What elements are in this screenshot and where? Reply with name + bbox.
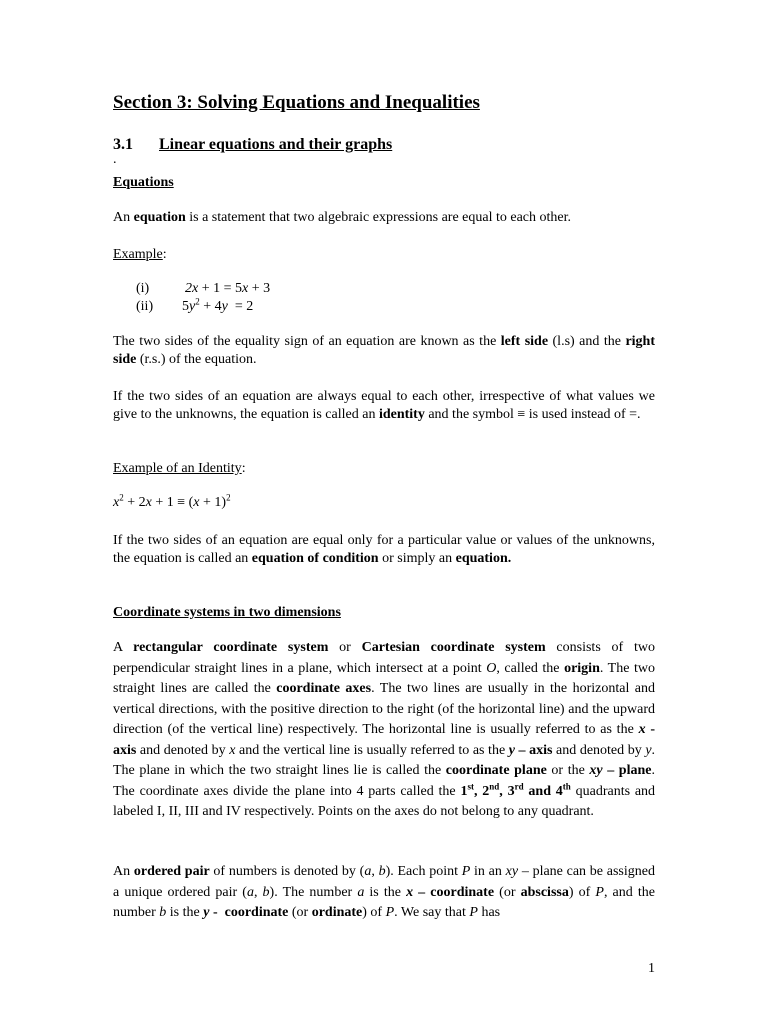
example-1-label: (i) [136, 281, 150, 296]
subsection-title: Linear equations and their graphs [159, 136, 393, 153]
section-title: Section 3: Solving Equations and Inequalities [113, 92, 480, 113]
example-row-1 [136, 280, 270, 298]
identity-paragraph: If the two sides of an equation are always equal to each other, irrespective of what values we give to the unknowns, the equation is called an identity and the symbol ≡ is used instead of =. [113, 389, 655, 422]
ordered-pair-paragraph: An ordered pair of numbers is denoted by (a, b). Each point P in an xy – plane can be assigned a unique ordered pair (a, b). The number a is the x – coordinate (or abscissa) of P, and the number b is the y - coordinate (or ordinate) of P. We say that P has [113, 864, 655, 920]
coordinates-heading: Coordinate systems in two dimensions [113, 605, 341, 620]
term-identity: identity [378, 407, 425, 422]
sides-paragraph: The two sides of the equality sign of an equation are known as the left side (l.s) and the right side (r.s.) of the equation. [113, 334, 656, 367]
subsection-heading [113, 136, 655, 154]
example-1-expression: 2x + 1 = 5x + 3 [185, 281, 271, 296]
stray-dot: . [113, 152, 117, 167]
example-2-label: (ii) [136, 299, 154, 314]
equation-definition: An equation is a statement that two algebraic expressions are equal to each other. [113, 210, 571, 225]
coordinates-paragraph: A rectangular coordinate system or Cartesian coordinate system consists of two perpendicular straight lines in a plane, which intersect at a point O, called the origin. The two straight lines are called the coordinate axes. The two lines are usually in the horizontal and vertical directions, with the positive direction to the right (of the horizontal line) and the upward direction (of the vertical line) respectively. The horizontal line is usually referred to as the x - axis and denoted by x and the vertical line is usually referred to as the y – axis and denoted by y. The plane in which the two straight lines lie is called the coordinate plane or the xy – plane. The coordinate axes divide the plane into 4 parts called the 1st, 2nd, 3rd and 4th quadrants and labeled I, II, III and IV respectively. Points on the axes do not belong to any quadrant. [113, 640, 656, 819]
condition-paragraph: If the two sides of an equation are equal only for a particular value or values of the unknowns, the equation is called an equation of condition or simply an equation. [113, 533, 655, 566]
identity-example-label: Example of an Identity: [113, 461, 246, 476]
example-row-2 [136, 298, 253, 316]
equations-heading: Equations [113, 175, 174, 190]
example-2-expression: $5y^2 + 4y = 2$ [182, 296, 254, 314]
identity-example: $x^2 + 2x + 1 \equiv (x + 1)^2$ [113, 492, 231, 510]
example-label: Example: [113, 247, 167, 262]
page-number: 1 [648, 961, 655, 976]
subsection-number: 3.1 [113, 136, 133, 153]
term-equation: equation [133, 210, 186, 225]
